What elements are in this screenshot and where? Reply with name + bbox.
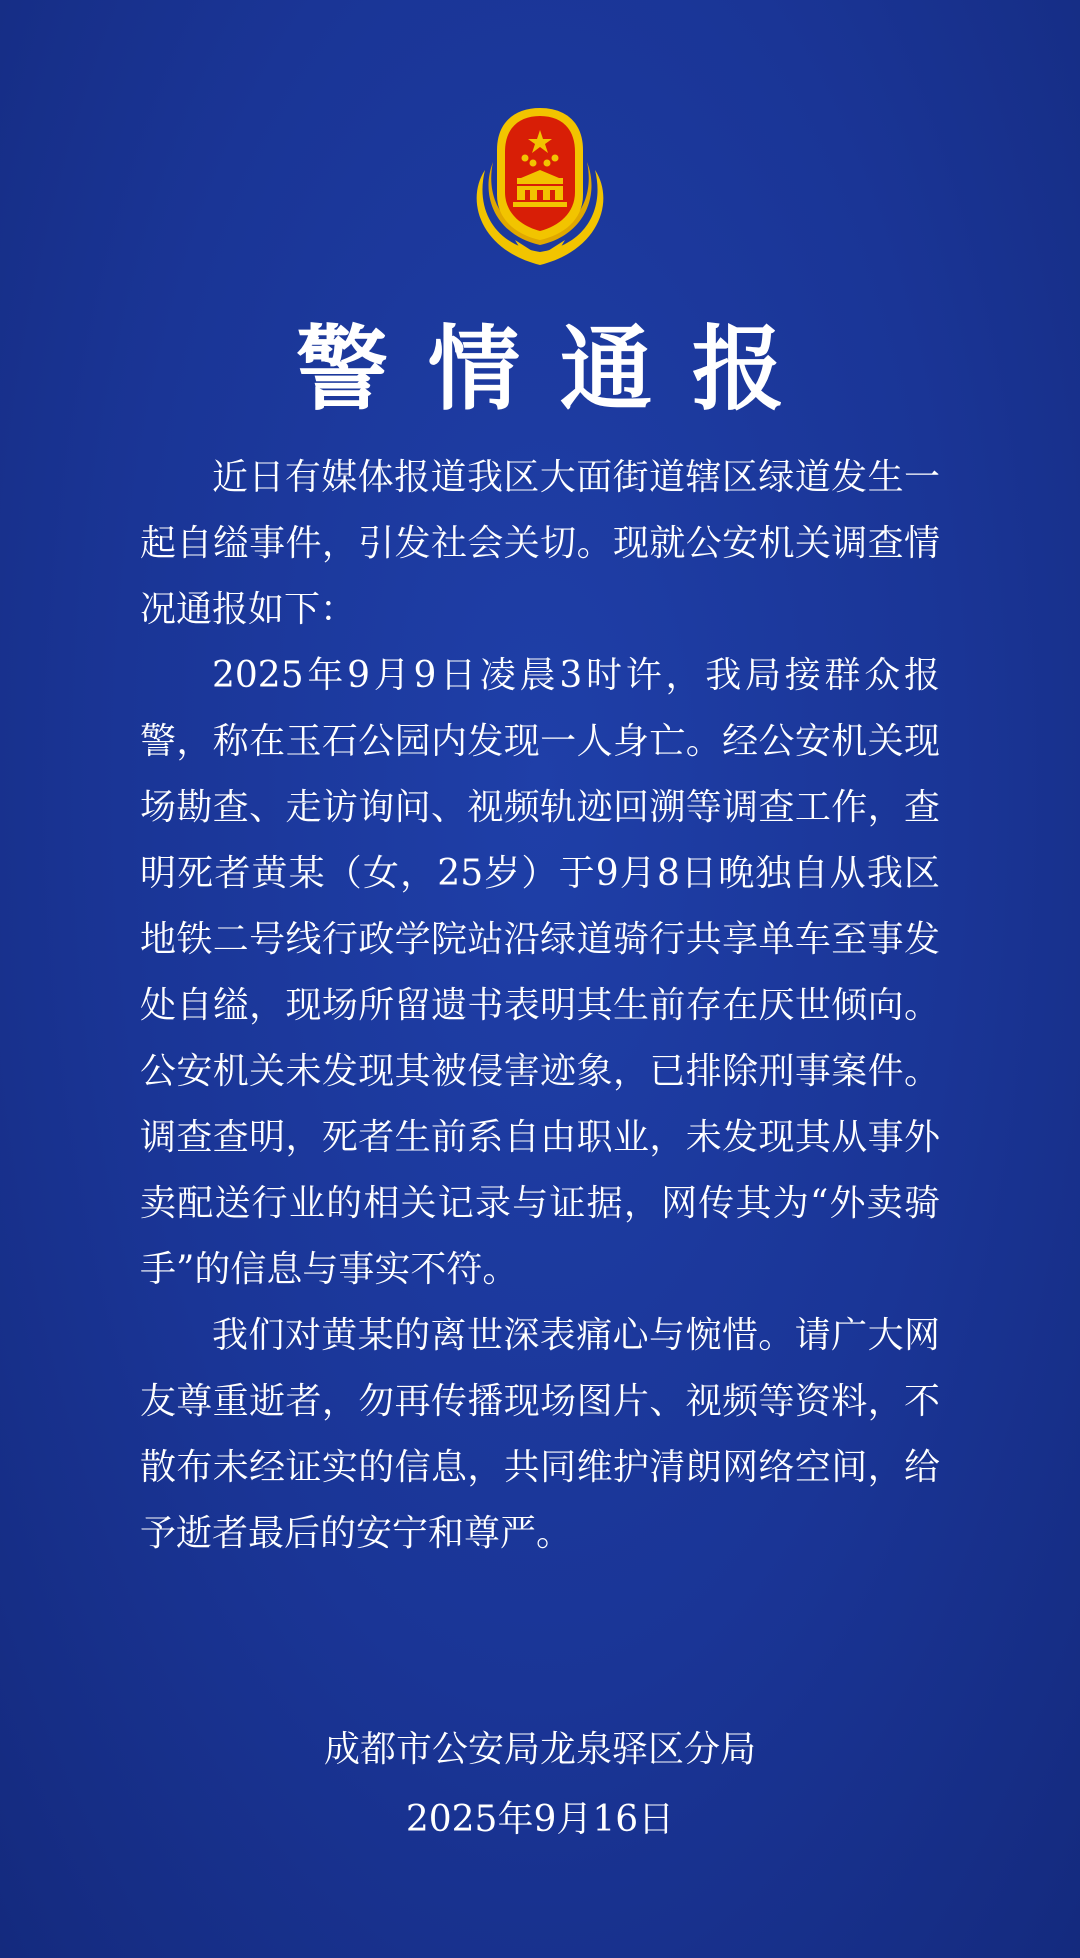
signature-block (0, 1715, 1080, 1855)
paragraph-1: 近日有媒体报道我区大面街道辖区绿道发生一起自缢事件，引发社会关切。现就公安机关调查情况通报如下： (140, 457, 940, 630)
police-emblem-icon (455, 100, 625, 270)
paragraph-2: 2025年9月9日凌晨3时许，我局接群众报警，称在玉石公园内发现一人身亡。经公安机关现场勘查、走访询问、视频轨迹回溯等调查工作，查明死者黄某（女，25岁）于9月8日晚独自从我区地铁二号线行政学院站沿绿道骑行共享单车至事发处自缢，现场所留遗书表明其生前存在厌世倾向。公安机关未发现其被侵害迹象，已排除刑事案件。调查查明，死者生前系自由职业，未发现其从事外卖配送行业的相关记录与证据，网传其为“外卖骑手”的信息与事实不符。 (140, 655, 940, 1290)
paragraph-3: 我们对黄某的离世深表痛心与惋惜。请广大网友尊重逝者，勿再传播现场图片、视频等资料，不散布未经证实的信息，共同维护清朗网络空间，给予逝者最后的安宁和尊严。 (140, 1315, 940, 1554)
page-title: 警情通报 (295, 316, 824, 423)
issuer-name: 成都市公安局龙泉驿区分局 (323, 1729, 756, 1770)
notice-body (140, 445, 940, 1567)
issue-date: 2025年9月16日 (405, 1799, 675, 1840)
